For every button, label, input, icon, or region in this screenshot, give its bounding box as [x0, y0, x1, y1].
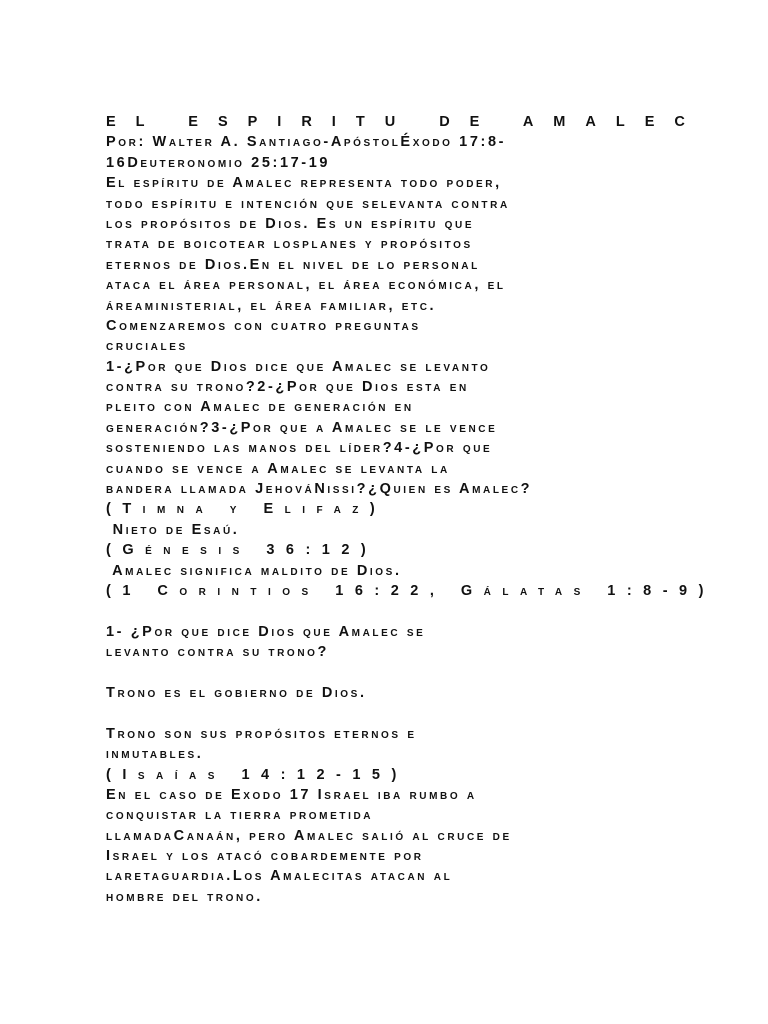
text-line: Nieto de Esaú. [106, 521, 240, 538]
document-body [106, 132, 746, 907]
text-line: (Génesis 36:12) [106, 542, 378, 559]
text-line: 16Deuteronomio 25:17-19 [106, 154, 331, 171]
text-line: En el caso de Exodo 17 Israel iba rumbo a [106, 786, 477, 803]
text-line: trata de boicotear losplanes y propósitos [106, 236, 473, 253]
text-line: cuando se vence a Amalec se levanta la [106, 460, 450, 477]
blank-line [106, 663, 746, 683]
text-line: Comenzaremos con cuatro preguntas [106, 317, 421, 334]
text-line: bandera llamada JehováNissi?¿Quien es Amalec? [106, 481, 533, 498]
text-line: Amalec significa maldito de Dios. [106, 562, 402, 579]
text-line: eternos de Dios.En el nivel de lo personal [106, 256, 480, 273]
text-line: áreaministerial, el área familiar, etc. [106, 297, 437, 314]
text-line: cruciales [106, 338, 188, 355]
text-line: Trono es el gobierno de Dios. [106, 684, 367, 701]
document-title: EL ESPIRITU DE AMALEC [106, 114, 705, 130]
text-line: 1- ¿Por que dice Dios que Amalec se [106, 623, 426, 640]
text-line: los propósitos de Dios. Es un espíritu que [106, 215, 475, 232]
text-line: Por: Walter A. Santiago-ApóstolÉxodo 17:8- [106, 134, 507, 151]
text-line: El espíritu de Amalec representa todo poder, [106, 175, 502, 192]
document-page [106, 112, 746, 907]
text-line: conquistar la tierra prometida [106, 807, 374, 824]
text-line: (Isaías 14:12-15) [106, 766, 408, 783]
text-line: laretaguardia.Los Amalecitas atacan al [106, 868, 453, 885]
text-line: todo espíritu e intención que selevanta contra [106, 195, 510, 212]
text-line: 1-¿Por que Dios dice que Amalec se levanto [106, 358, 491, 375]
text-line: contra su trono?2-¿Por que Dios esta en [106, 379, 469, 396]
text-line: hombre del trono. [106, 888, 263, 905]
text-line: Israel y los atacó cobardemente por [106, 848, 424, 865]
text-line: sosteniendo las manos del líder?4-¿Por que [106, 440, 493, 457]
text-line: generación?3-¿Por que a Amalec se le vence [106, 419, 498, 436]
text-line: levanto contra su trono? [106, 644, 329, 661]
text-line: (Timna y Elifaz) [106, 501, 387, 518]
text-line: (1 Corintios 16:22, Gálatas 1:8-9) [106, 582, 715, 599]
text-line: pleito con Amalec de generación en [106, 399, 414, 416]
text-line: inmutables. [106, 746, 204, 763]
text-line: llamadaCanaán, pero Amalec salió al cruce de [106, 827, 512, 844]
text-line: Trono son sus propósitos eternos e [106, 725, 417, 742]
blank-line [106, 703, 746, 723]
text-line: ataca el área personal, el área económica, el [106, 277, 506, 294]
blank-line [106, 601, 746, 621]
